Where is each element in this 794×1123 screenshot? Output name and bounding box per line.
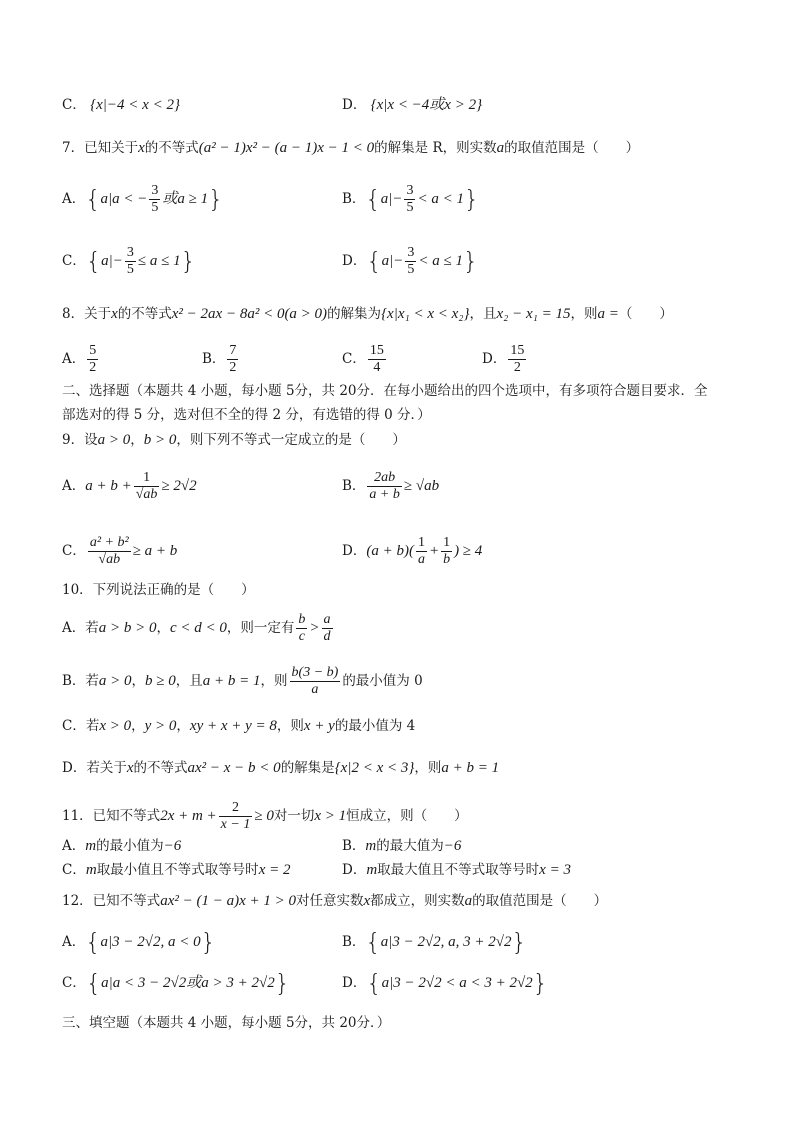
numerator: 3 bbox=[407, 245, 415, 260]
left-brace: { bbox=[366, 969, 382, 998]
stem-text: 的取值范围是（ ） bbox=[504, 140, 640, 156]
numerator: b(3 − b) bbox=[291, 665, 339, 680]
q11-option-d bbox=[342, 860, 571, 880]
math-text: > bbox=[309, 620, 320, 636]
numerator: 1 bbox=[417, 535, 425, 550]
math-text: a|− bbox=[381, 253, 404, 269]
math-text: (a + b)( bbox=[366, 543, 414, 559]
math-set: {x|x₁ < x < x₂} bbox=[381, 306, 470, 322]
fraction bbox=[149, 183, 160, 216]
fraction bbox=[368, 343, 386, 376]
fraction bbox=[508, 343, 526, 376]
q9-option-d bbox=[342, 535, 482, 568]
numerator: 7 bbox=[229, 343, 237, 358]
q7-option-a bbox=[62, 183, 223, 216]
math-text: ≤ a ≤ 1 bbox=[137, 253, 181, 269]
math-condition: b ≥ 0 bbox=[145, 673, 176, 689]
math-condition: y > 0 bbox=[144, 718, 177, 734]
stem-text: 11．已知不等式 bbox=[62, 808, 161, 824]
math-var: m bbox=[85, 862, 97, 878]
denominator: x − 1 bbox=[220, 817, 251, 832]
q7-option-c bbox=[62, 245, 196, 278]
math-var: x bbox=[111, 306, 118, 322]
fraction bbox=[88, 535, 131, 568]
stem-text: 的最大值为 bbox=[376, 838, 444, 854]
right-brace: } bbox=[208, 185, 224, 214]
stem-text: 的最小值为 0 bbox=[342, 673, 423, 689]
q9-option-c bbox=[62, 535, 177, 568]
left-brace: { bbox=[85, 185, 101, 214]
fraction bbox=[416, 535, 427, 568]
math-condition: b > 0 bbox=[143, 432, 177, 448]
stem-text: ，且 bbox=[175, 673, 203, 689]
stem-text: 9．设 bbox=[62, 432, 98, 448]
math-var: x bbox=[126, 760, 134, 776]
denominator: c bbox=[298, 629, 306, 644]
math-text: a = bbox=[597, 306, 619, 322]
denominator: 2 bbox=[89, 360, 97, 375]
q7-option-b bbox=[342, 183, 479, 216]
question-12-stem bbox=[62, 891, 607, 911]
math-var: m bbox=[365, 838, 377, 854]
math-inequality: ax² − x − b < 0 bbox=[187, 760, 281, 776]
math-text: a|3 − 2√2, a, 3 + 2√2 bbox=[380, 934, 512, 950]
question-7-stem bbox=[62, 138, 639, 158]
right-brace: } bbox=[274, 969, 290, 998]
math-inequality: x² − 2ax − 8a² < 0(a > 0) bbox=[171, 306, 328, 322]
left-brace: { bbox=[365, 928, 381, 957]
option-label: D． bbox=[342, 862, 367, 878]
option-label: A． bbox=[62, 478, 86, 494]
math-condition: xy + x + y = 8 bbox=[189, 718, 277, 734]
math-condition: c < d < 0 bbox=[170, 620, 227, 636]
option-label: B． bbox=[202, 351, 226, 367]
math-text: a|− bbox=[380, 191, 403, 207]
option-label: C． bbox=[62, 253, 86, 269]
fraction bbox=[125, 245, 136, 278]
stem-text: ，则 bbox=[414, 760, 442, 776]
option-label: A． bbox=[62, 838, 86, 854]
option-label: D． bbox=[482, 351, 507, 367]
math-inequality: ax² − (1 − a)x + 1 > 0 bbox=[160, 893, 296, 909]
stem-text: 的不等式 bbox=[117, 306, 172, 322]
q9-option-a bbox=[62, 470, 197, 503]
math-text: a + b + bbox=[85, 478, 132, 494]
stem-text: ，则下列不等式一定成立的是（ ） bbox=[176, 432, 406, 448]
option-label: B． bbox=[342, 934, 366, 950]
stem-text: 的最小值为 4 bbox=[334, 718, 416, 734]
stem-text: 12．已知不等式 bbox=[62, 893, 161, 909]
numerator: b bbox=[298, 612, 306, 627]
q12-option-a bbox=[62, 928, 216, 957]
option-expr: {x|−4 < x < 2} bbox=[90, 97, 180, 113]
q8-option-b bbox=[202, 343, 240, 376]
option-label: B． bbox=[342, 838, 366, 854]
option-label: D． bbox=[342, 543, 367, 559]
stem-text: 取最大值且不等式取等号时 bbox=[377, 862, 540, 878]
math-text: x = 2 bbox=[258, 862, 291, 878]
stem-text: 的解集是 R，则实数 bbox=[374, 140, 497, 156]
denominator: a + b bbox=[369, 487, 400, 502]
stem-text: 的不等式 bbox=[133, 760, 188, 776]
denominator: 2 bbox=[513, 360, 521, 375]
option-label: C．若 bbox=[62, 718, 100, 734]
denominator: d bbox=[323, 629, 331, 644]
q8-option-a bbox=[62, 343, 100, 376]
math-condition: a > 0 bbox=[97, 432, 131, 448]
math-text: 或a ≥ 1 bbox=[162, 191, 209, 207]
math-text: ) ≥ 4 bbox=[454, 543, 483, 559]
fraction bbox=[441, 535, 452, 568]
math-text: −6 bbox=[163, 838, 182, 854]
question-10-stem: 10．下列说法正确的是（ ） bbox=[62, 582, 255, 598]
fraction bbox=[322, 612, 333, 645]
option-label: D． bbox=[342, 253, 367, 269]
math-text: < a < 1 bbox=[417, 191, 464, 207]
left-brace: { bbox=[366, 247, 382, 276]
stem-text: ，则一定有 bbox=[226, 620, 295, 636]
math-text: 2x + m + bbox=[160, 808, 217, 824]
math-condition: a > 0 bbox=[98, 673, 132, 689]
math-condition: a + b = 1 bbox=[202, 673, 261, 689]
math-text: a|3 − 2√2, a < 0 bbox=[100, 934, 201, 950]
stem-text: ，则 bbox=[570, 306, 598, 322]
stem-text: 的不等式 bbox=[144, 140, 199, 156]
option-label: B． bbox=[342, 478, 366, 494]
denominator: 5 bbox=[407, 262, 415, 277]
numerator: 3 bbox=[151, 183, 159, 198]
stem-text: 8．关于 bbox=[62, 306, 112, 322]
math-text: < a ≤ 1 bbox=[418, 253, 463, 269]
denominator: 5 bbox=[126, 262, 134, 277]
fraction bbox=[296, 612, 307, 645]
math-text: −6 bbox=[443, 838, 462, 854]
fraction bbox=[134, 470, 160, 503]
option-label: B．若 bbox=[62, 673, 99, 689]
math-text: a|a < − bbox=[100, 191, 148, 207]
denominator: b bbox=[443, 552, 451, 567]
stem-text: 的解集为 bbox=[327, 306, 382, 322]
right-brace: } bbox=[180, 247, 196, 276]
numerator: 5 bbox=[89, 343, 97, 358]
denominator: 2 bbox=[229, 360, 237, 375]
stem-text: 的最小值为 bbox=[96, 838, 164, 854]
left-brace: { bbox=[85, 969, 102, 998]
option-label: A． bbox=[62, 351, 86, 367]
math-var: x bbox=[363, 893, 371, 909]
math-text: a|− bbox=[101, 253, 123, 269]
math-var: x bbox=[138, 140, 145, 156]
stem-text: ， bbox=[176, 718, 190, 734]
stem-text: 恒成立，则（ ） bbox=[346, 808, 468, 824]
stem-text: ，且 bbox=[469, 306, 497, 322]
numerator: 15 bbox=[369, 343, 384, 358]
option-label: C． bbox=[342, 351, 366, 367]
stem-text: ， bbox=[130, 432, 144, 448]
numerator: a bbox=[323, 612, 331, 627]
math-text: ≥ a + b bbox=[132, 543, 178, 559]
denominator: √ab bbox=[98, 552, 121, 567]
option-label: D．若关于 bbox=[62, 760, 127, 776]
option-label: D． bbox=[342, 975, 367, 991]
denominator: 5 bbox=[151, 200, 159, 215]
section-3-heading: 三、填空题（本题共 4 小题，每小题 5分，共 20分．） bbox=[62, 1015, 391, 1031]
option-label: B． bbox=[342, 191, 366, 207]
q12-option-b bbox=[342, 928, 527, 957]
fraction bbox=[87, 343, 98, 376]
denominator: √ab bbox=[135, 487, 158, 502]
q10-option-b bbox=[62, 665, 423, 698]
option-label: A． bbox=[62, 191, 86, 207]
q6-option-d bbox=[342, 95, 482, 115]
fraction bbox=[290, 665, 341, 698]
fraction bbox=[405, 245, 416, 278]
option-label: C． bbox=[62, 862, 86, 878]
left-brace: { bbox=[85, 247, 102, 276]
q9-option-b bbox=[342, 470, 439, 503]
math-condition: x > 1 bbox=[314, 808, 347, 824]
q8-option-c bbox=[342, 343, 388, 376]
math-condition: x > 0 bbox=[99, 718, 132, 734]
numerator: a² + b² bbox=[89, 535, 129, 550]
stem-text: 取最小值且不等式取等号时 bbox=[96, 862, 259, 878]
stem-text: 对一切 bbox=[273, 808, 315, 824]
stem-text: ， bbox=[131, 718, 145, 734]
q10-option-c bbox=[62, 716, 415, 736]
numerator: 2ab bbox=[367, 470, 401, 487]
stem-text: 7．已知关于 bbox=[62, 140, 139, 156]
stem-text: 的解集是 bbox=[280, 760, 335, 776]
stem-text: 都成立，则实数 bbox=[370, 893, 465, 909]
fraction bbox=[404, 183, 415, 216]
left-brace: { bbox=[365, 185, 381, 214]
math-var: m bbox=[85, 838, 97, 854]
question-11-stem bbox=[62, 800, 468, 833]
denominator: a bbox=[417, 552, 425, 567]
denominator: a bbox=[311, 682, 319, 697]
stem-text: 对任意实数 bbox=[295, 893, 364, 909]
numerator: 15 bbox=[510, 343, 525, 358]
section-2-heading-cont: 部选对的得 5 分，选对但不全的得 2 分，有选错的得 0 分．） bbox=[62, 407, 431, 423]
numerator: 1 bbox=[443, 535, 451, 550]
math-text: ≥ 0 bbox=[254, 808, 274, 824]
fraction bbox=[227, 343, 238, 376]
q12-option-c bbox=[62, 969, 290, 998]
option-label: D． bbox=[342, 97, 367, 113]
question-9-stem bbox=[62, 430, 406, 450]
q11-option-a bbox=[62, 836, 181, 856]
right-brace: } bbox=[532, 969, 548, 998]
option-label: A． bbox=[62, 934, 86, 950]
math-text: ≥ 2√2 bbox=[161, 478, 197, 494]
option-expr: {x|x < −4或x > 2} bbox=[370, 97, 483, 113]
math-text: a|a < 3 − 2√2或a > 3 + 2√2 bbox=[101, 975, 275, 991]
stem-text: ，则 bbox=[260, 673, 288, 689]
right-brace: } bbox=[511, 928, 527, 957]
math-set: {x|2 < x < 3} bbox=[334, 760, 415, 776]
math-text: x + y bbox=[303, 718, 335, 734]
stem-text: （ ） bbox=[618, 306, 673, 322]
q8-option-d bbox=[482, 343, 528, 376]
q12-option-d bbox=[342, 969, 548, 998]
stem-text: ， bbox=[156, 620, 170, 636]
q11-option-c bbox=[62, 860, 290, 880]
numerator: 3 bbox=[126, 245, 134, 260]
math-text: x = 3 bbox=[539, 862, 571, 878]
numerator: 1 bbox=[134, 470, 160, 487]
option-label: C． bbox=[62, 975, 86, 991]
numerator: 2 bbox=[219, 800, 253, 817]
numerator: 3 bbox=[406, 183, 414, 198]
stem-text: ，则 bbox=[276, 718, 304, 734]
math-condition: x₂ − x₁ = 15 bbox=[496, 306, 571, 322]
fraction bbox=[219, 800, 253, 833]
q6-option-c bbox=[62, 95, 180, 115]
math-text: ≥ √ab bbox=[403, 478, 440, 494]
option-label: A．若 bbox=[62, 620, 99, 636]
q10-option-d bbox=[62, 758, 499, 778]
stem-text: 的取值范围是（ ） bbox=[472, 893, 608, 909]
stem-text: ， bbox=[131, 673, 146, 689]
q11-option-b bbox=[342, 836, 461, 856]
denominator: 5 bbox=[406, 200, 414, 215]
right-brace: } bbox=[463, 185, 480, 214]
question-8-stem bbox=[62, 304, 673, 324]
math-text: + bbox=[428, 543, 440, 559]
math-inequality: (a² − 1)x² − (a − 1)x − 1 < 0 bbox=[198, 140, 375, 156]
right-brace: } bbox=[462, 247, 479, 276]
math-var: a bbox=[464, 893, 473, 909]
left-brace: { bbox=[85, 928, 101, 957]
math-condition: a > b > 0 bbox=[98, 620, 157, 636]
fraction bbox=[367, 470, 401, 503]
q7-option-d bbox=[342, 245, 478, 278]
option-label: C． bbox=[62, 543, 86, 559]
math-var: a bbox=[496, 140, 505, 156]
math-text: a|3 − 2√2 < a < 3 + 2√2 bbox=[381, 975, 533, 991]
option-label: C． bbox=[62, 97, 86, 113]
math-text: a + b = 1 bbox=[441, 760, 500, 776]
right-brace: } bbox=[200, 928, 216, 957]
denominator: 4 bbox=[373, 360, 381, 375]
q10-option-a bbox=[62, 612, 335, 645]
math-var: m bbox=[366, 862, 378, 878]
section-2-heading: 二、选择题（本题共 4 小题，每小题 5分，共 20分．在每小题给出的四个选项中，有多项符合题目要求．全 bbox=[62, 383, 708, 399]
